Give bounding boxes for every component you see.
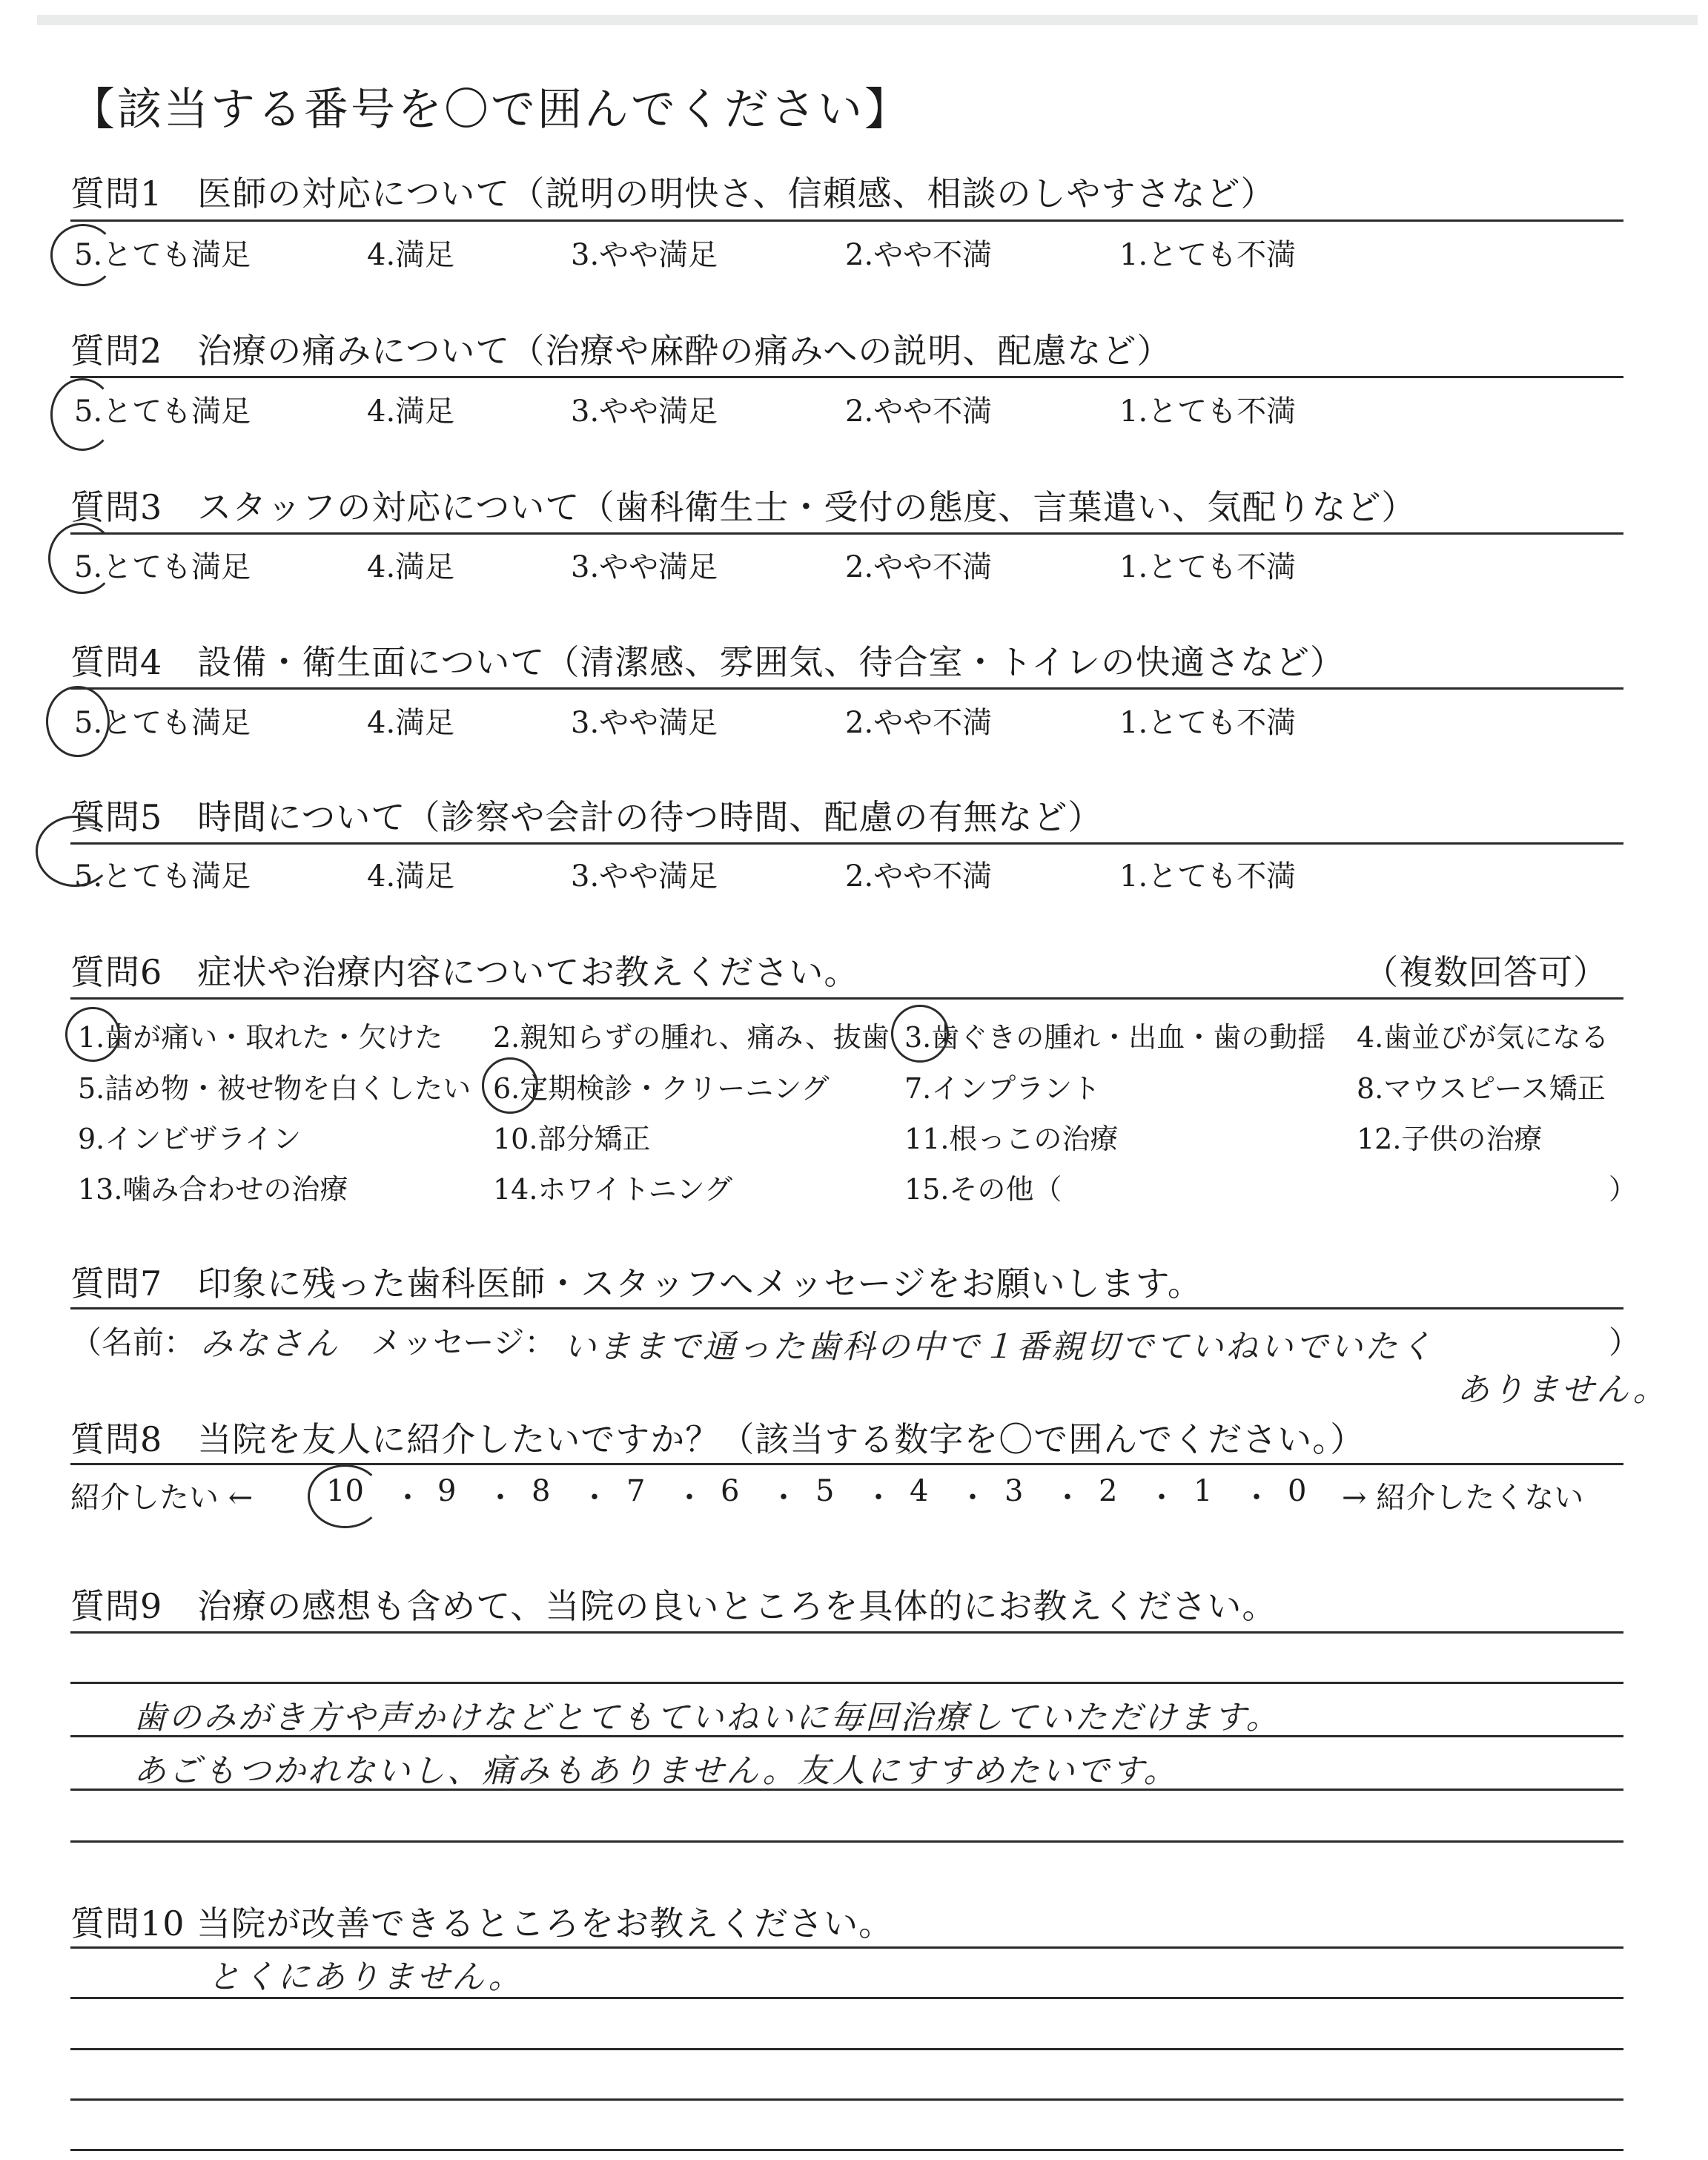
question-9-answer-line-1[interactable]: 歯のみがき方や声かけなどとてもていねいに毎回治療していただけます。 [133, 1699, 1281, 1737]
question-4-title: 質問4 設備・衛生面について（清潔感、雰囲気、待合室・トイレの快適さなど） [70, 642, 1345, 682]
scale-dot: ・ [675, 1481, 704, 1515]
question-8-title: 質問8 当院を友人に紹介したいですか？（該当する数字を〇で囲んでください。） [70, 1419, 1366, 1459]
option-2[interactable]: 2.やや不満 [845, 550, 993, 584]
q6-option-6[interactable]: 6.定期検診・クリーニング [493, 1072, 830, 1105]
recommend-right-label: → 紹介したくない [1342, 1481, 1584, 1515]
q6-option-11[interactable]: 11.根っこの治療 [904, 1123, 1119, 1155]
question-6-note: （複数回答可） [1364, 952, 1608, 992]
q6-option-5[interactable]: 5.詰め物・被せ物を白くしたい [78, 1072, 471, 1105]
divider [70, 219, 1623, 222]
handwritten-circle-mark [308, 1464, 383, 1528]
scale-dot: ・ [1053, 1481, 1082, 1515]
option-2[interactable]: 2.やや不満 [845, 859, 993, 894]
q6-option-3[interactable]: 3.歯ぐきの腫れ・出血・歯の動揺 [904, 1021, 1326, 1054]
scale-dot: ・ [1147, 1481, 1176, 1515]
divider [70, 842, 1623, 845]
option-4[interactable]: 4.満足 [367, 706, 455, 740]
q6-option-12[interactable]: 12.子供の治療 [1357, 1123, 1543, 1155]
scale-3[interactable]: 3 [1004, 1474, 1024, 1508]
handwritten-circle-mark [48, 523, 116, 594]
handwritten-circle-mark [46, 686, 110, 757]
question-2-title: 質問2 治療の痛みについて（治療や麻酔の痛みへの説明、配慮など） [70, 331, 1172, 371]
question-6-title: 質問6 症状や治療内容についてお教えください。 [70, 952, 859, 992]
divider [70, 376, 1623, 378]
close-paren: ） [1609, 1324, 1641, 1361]
q6-option-9[interactable]: 9.インビザライン [78, 1123, 302, 1155]
question-10-title: 質問10 当院が改善できるところをお教えください。 [70, 1903, 894, 1943]
scale-5[interactable]: 5 [815, 1474, 835, 1508]
option-4[interactable]: 4.満足 [367, 394, 455, 429]
answer-line [70, 2048, 1623, 2050]
q6-option-15[interactable]: 15.その他（ [904, 1173, 1062, 1206]
scale-10[interactable]: 10 [326, 1474, 364, 1508]
question-5-title: 質問5 時間について（診察や会計の待つ時間、配慮の有無など） [70, 797, 1103, 837]
option-5[interactable]: 5.とても満足 [74, 238, 251, 272]
answer-line [70, 1631, 1623, 1634]
option-5[interactable]: 5.とても満足 [74, 859, 251, 894]
q6-option-8[interactable]: 8.マウスピース矯正 [1357, 1072, 1606, 1105]
option-5[interactable]: 5.とても満足 [74, 706, 251, 740]
q6-option-2[interactable]: 2.親知らずの腫れ、痛み、抜歯 [493, 1021, 890, 1054]
scale-6[interactable]: 6 [721, 1474, 740, 1508]
scale-dot: ・ [769, 1481, 798, 1515]
q6-option-15-close: ） [1609, 1173, 1638, 1206]
option-2[interactable]: 2.やや不満 [845, 394, 993, 429]
divider [70, 687, 1623, 690]
handwritten-circle-mark [36, 816, 114, 887]
form-header: 【該当する番号を〇で囲んでください】 [70, 84, 911, 136]
scale-0[interactable]: 0 [1288, 1474, 1307, 1508]
scale-dot: ・ [393, 1481, 423, 1515]
question-3-title: 質問3 スタッフの対応について（歯科衛生士・受付の態度、言葉遣い、気配りなど） [70, 487, 1417, 527]
option-1[interactable]: 1.とても不満 [1119, 706, 1297, 740]
name-label: （名前： [70, 1324, 196, 1361]
question-1-title: 質問1 医師の対応について（説明の明快さ、信頼感、相談のしやすさなど） [70, 174, 1276, 214]
question-7-title: 質問7 印象に残った歯科医師・スタッフへメッセージをお願いします。 [70, 1264, 1202, 1304]
option-1[interactable]: 1.とても不満 [1119, 238, 1297, 272]
recommend-left-label: 紹介したい ← [70, 1481, 254, 1515]
answer-line [70, 2149, 1623, 2151]
handwritten-circle-mark [50, 378, 114, 451]
divider [70, 532, 1623, 535]
option-2[interactable]: 2.やや不満 [845, 238, 993, 272]
message-label: メッセージ： [371, 1324, 556, 1361]
answer-line [70, 1682, 1623, 1684]
scale-dot: ・ [864, 1481, 893, 1515]
option-1[interactable]: 1.とても不満 [1119, 859, 1297, 894]
name-value[interactable]: みなさん [200, 1325, 340, 1363]
divider [70, 1307, 1623, 1309]
option-5[interactable]: 5.とても満足 [74, 394, 251, 429]
divider [70, 1463, 1623, 1465]
answer-line [70, 2098, 1623, 2101]
answer-line [70, 1946, 1623, 1949]
question-10-answer-line-1[interactable]: とくにありません。 [208, 1958, 523, 1996]
option-4[interactable]: 4.満足 [367, 550, 455, 584]
option-3[interactable]: 3.やや満足 [571, 394, 718, 429]
scale-dot: ・ [958, 1481, 987, 1515]
q6-option-14[interactable]: 14.ホワイトニング [493, 1173, 733, 1206]
divider [70, 997, 1623, 1000]
scan-top-edge [37, 15, 1698, 25]
scale-1[interactable]: 1 [1194, 1474, 1213, 1508]
q6-option-7[interactable]: 7.インプラント [904, 1072, 1101, 1105]
option-4[interactable]: 4.満足 [367, 238, 455, 272]
scale-8[interactable]: 8 [532, 1474, 551, 1508]
scale-dot: ・ [1242, 1481, 1271, 1515]
scale-dot: ・ [486, 1481, 515, 1515]
scale-2[interactable]: 2 [1099, 1474, 1118, 1508]
message-value[interactable]: いままで通った歯科の中で１番親切でていねいでいたく [563, 1328, 1434, 1366]
option-5[interactable]: 5.とても満足 [74, 550, 251, 584]
scale-7[interactable]: 7 [626, 1474, 646, 1508]
option-3[interactable]: 3.やや満足 [571, 706, 718, 740]
option-2[interactable]: 2.やや不満 [845, 706, 993, 740]
scale-dot: ・ [580, 1481, 609, 1515]
q6-option-13[interactable]: 13.噛み合わせの治療 [78, 1173, 348, 1206]
q6-option-1[interactable]: 1.歯が痛い・取れた・欠けた [78, 1021, 443, 1054]
option-3[interactable]: 3.やや満足 [571, 859, 718, 894]
option-3[interactable]: 3.やや満足 [571, 550, 718, 584]
answer-line [70, 1840, 1623, 1843]
q6-option-10[interactable]: 10.部分矯正 [493, 1123, 651, 1155]
scale-9[interactable]: 9 [437, 1474, 457, 1508]
handwritten-circle-mark [65, 1007, 120, 1062]
handwritten-circle-mark [50, 224, 116, 286]
message-value-continued[interactable]: ありません。 [1457, 1371, 1668, 1409]
question-9-answer-line-2[interactable]: あごもつかれないし、痛みもありません。友人にすすめたいです。 [133, 1752, 1179, 1790]
handwritten-circle-mark [482, 1057, 538, 1114]
option-4[interactable]: 4.満足 [367, 859, 455, 894]
q6-option-4[interactable]: 4.歯並びが気になる [1357, 1021, 1609, 1054]
scale-4[interactable]: 4 [910, 1474, 929, 1508]
question-9-title: 質問9 治療の感想も含めて、当院の良いところを具体的にお教えください。 [70, 1586, 1277, 1626]
option-1[interactable]: 1.とても不満 [1119, 550, 1297, 584]
option-3[interactable]: 3.やや満足 [571, 238, 718, 272]
option-1[interactable]: 1.とても不満 [1119, 394, 1297, 429]
handwritten-circle-mark [891, 1005, 949, 1063]
